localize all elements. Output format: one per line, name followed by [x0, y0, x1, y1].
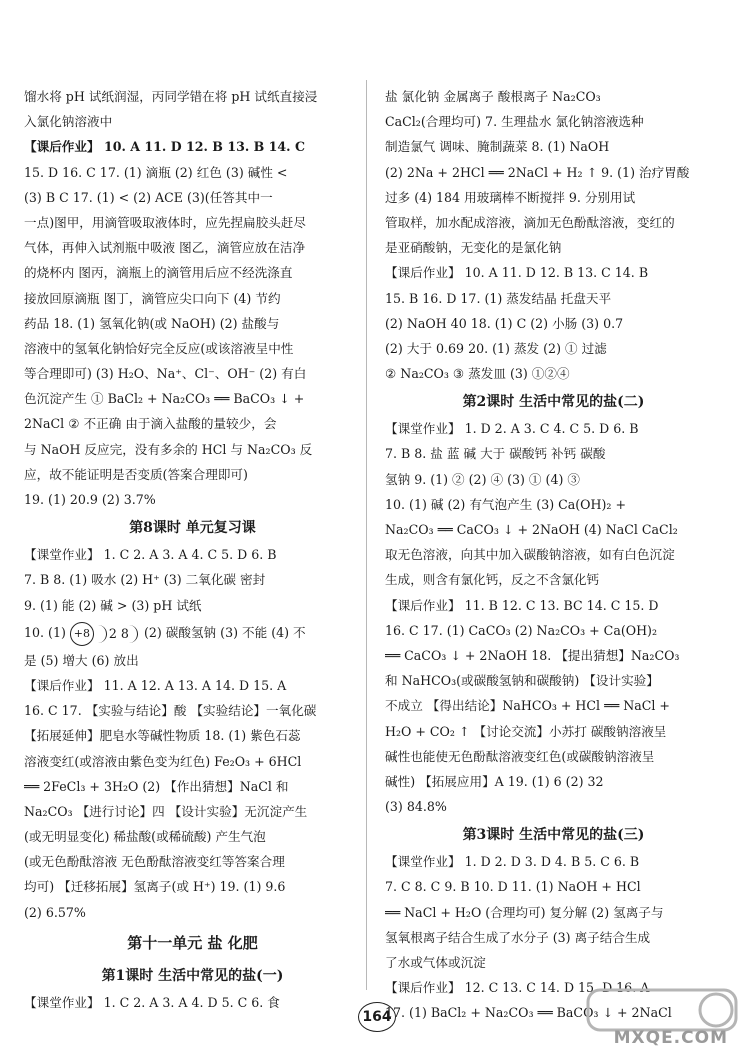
- text-line: 【课堂作业】 1. C 2. A 3. A 4. D 5. C 6. 食: [24, 994, 280, 1010]
- text-line: 盐 氯化钠 金属离子 酸根离子 Na₂CO₃: [385, 89, 601, 104]
- text-line: 【课后作业】 11. A 12. A 13. A 14. D 15. A: [24, 677, 287, 693]
- text-line: 15. B 16. D 17. (1) 蒸发结晶 托盘天平: [385, 290, 612, 306]
- section-heading-lesson3: 第3课时 生活中常见的盐(三): [462, 827, 645, 844]
- text-line: 药品 18. (1) 氢氧化钠(或 NaOH) (2) 盐酸与: [24, 315, 280, 331]
- text-line: 生成，则含有氯化钙，反之不含氯化钙: [385, 572, 600, 588]
- text-line: ══ CaCO₃ ↓ + 2NaOH 18. 【提出猜想】Na₂CO₃: [385, 647, 680, 663]
- nucleus-circle: +8: [70, 622, 94, 646]
- text-line: (2) 6.57%: [24, 904, 86, 920]
- text-line: 【拓展延伸】肥皂水等碱性物质 18. (1) 紫色石蕊: [24, 728, 301, 744]
- section-heading-lesson8: 第8课时 单元复习课: [129, 520, 256, 537]
- text-line: 7. B 8. (1) 吸水 (2) H⁺ (3) 二氧化碳 密封: [24, 572, 266, 588]
- text-line: 【课后作业】 12. C 13. C 14. D 15. D 16. A: [385, 980, 650, 996]
- text-line: 19. (1) 20.9 (2) 3.7%: [24, 492, 156, 507]
- section-heading-lesson2: 第2课时 生活中常见的盐(二): [462, 394, 645, 411]
- text-line: 氢氧根离子结合生成了水分子 (3) 离子结合生成: [385, 929, 651, 945]
- text-line: 7. C 8. C 9. B 10. D 11. (1) NaOH + HCl: [385, 879, 641, 895]
- text-line: 7. B 8. 盐 蓝 碱 大于 碳酸钙 补钙 碳酸: [385, 446, 606, 462]
- text-line: (或无明显变化) 稀盐酸(或稀硫酸) 产生气泡: [24, 829, 266, 845]
- text-line: 应，故不能证明是否变质(答案合理即可): [24, 466, 248, 482]
- watermark-url: MXQE.COM: [613, 1028, 728, 1048]
- text-line: (或无色酚酞溶液 无色酚酞溶液变红等答案合理: [24, 854, 285, 870]
- text-line: (2) 大于 0.69 20. (1) 蒸发 (2) ① 过滤: [385, 340, 607, 356]
- text-line: H₂O + CO₂ ↑ 【讨论交流】小苏打 碳酸钠溶液呈: [385, 723, 667, 739]
- text-line: 一点)图甲，用滴管吸取液体时，应先捏扁胶头赶尽: [24, 214, 306, 230]
- text-line: 馏水将 pH 试纸润湿，丙同学错在将 pH 试纸直接浸: [24, 89, 318, 104]
- page-number: 164: [358, 1002, 396, 1032]
- text-line: 碱性) 【拓展应用】A 19. (1) 6 (2) 32: [385, 773, 604, 789]
- text-line: 碱性也能使无色酚酞溶液变红色(或碳酸钠溶液呈: [385, 748, 655, 764]
- atom-diagram: [70, 621, 140, 646]
- text-line: (2) 2Na + 2HCl ══ 2NaCl + H₂ ↑ 9. (1) 治疗胃酸: [385, 164, 690, 180]
- shell-arc: [129, 625, 138, 643]
- text-line: 了水或气体或沉淀: [385, 955, 486, 970]
- text-line: 取无色溶液，向其中加入碳酸钠溶液，如有白色沉淀: [385, 547, 675, 563]
- text-line: (2) NaOH 40 18. (1) C (2) 小肠 (3) 0.7: [385, 315, 624, 331]
- text-line: 氢钠 9. (1) ② (2) ④ (3) ① (4) ③: [385, 471, 580, 487]
- text-line: 与 NaOH 反应完，没有多余的 HCl 与 Na₂CO₃ 反: [24, 441, 313, 457]
- text-line: (3) B C 17. (1) < (2) ACE (3)(任答其中一: [24, 189, 273, 205]
- text-line: 是亚硝酸钠，无变化的是氯化钠: [385, 240, 562, 256]
- text-line: 入氯化钠溶液中: [24, 114, 113, 130]
- section-heading-lesson1: 第1课时 生活中常见的盐(一): [101, 967, 284, 984]
- text-line: 10. (1) 碱 (2) 有气泡产生 (3) Ca(OH)₂ +: [385, 496, 627, 512]
- text-line: 制造氯气 调味、腌制蔬菜 8. (1) NaOH: [385, 139, 610, 155]
- right-column: [385, 84, 722, 1026]
- text-line: 17. (1) BaCl₂ + Na₂CO₃ ══ BaCO₃ ↓ + 2NaCl: [385, 1005, 672, 1021]
- text-line: 15. D 16. C 17. (1) 滴瓶 (2) 红色 (3) 碱性 <: [24, 164, 288, 180]
- text-line: ══ NaCl + H₂O (合理均可) 复分解 (2) 氢离子与: [385, 904, 664, 920]
- text-line: 不成立 【得出结论】NaHCO₃ + HCl ══ NaCl +: [385, 698, 670, 714]
- column-divider: [366, 80, 367, 990]
- text-line: 【课堂作业】 1. D 2. A 3. C 4. C 5. D 6. B: [385, 421, 639, 437]
- text-line: 【课堂作业】 1. C 2. A 3. A 4. C 5. D 6. B: [24, 547, 277, 563]
- text-line: 【课后作业】 10. A 11. D 12. B 13. B 14. C: [24, 139, 305, 155]
- text-line: 溶液变红(或溶液由紫色变为红色) Fe₂O₃ + 6HCl: [24, 753, 302, 769]
- text-line: 【课后作业】 10. A 11. D 12. B 13. C 14. B: [385, 265, 649, 281]
- text-line: 气体，再伸入试剂瓶中吸液 图乙，滴管应放在洁净: [24, 240, 306, 256]
- unit-heading: 第十一单元 盐 化肥: [127, 933, 258, 952]
- answer-text: (2) 碳酸氢钠 (3) 不能 (4) 不: [143, 624, 306, 640]
- text-line: 16. C 17. 【实验与结论】酸 【实验结论】一氧化碳: [24, 703, 317, 719]
- text-line: 等合理即可) (3) H₂O、Na⁺、Cl⁻、OH⁻ (2) 有白: [24, 366, 307, 382]
- text-line: 【课后作业】 11. B 12. C 13. BC 14. C 15. D: [385, 597, 659, 613]
- watermark-logo: [582, 984, 742, 1058]
- text-line: 【课堂作业】 1. D 2. D 3. D 4. B 5. C 6. B: [385, 854, 640, 870]
- text-line: 9. (1) 能 (2) 碱 > (3) pH 试纸: [24, 597, 202, 613]
- text-line: 2NaCl ② 不正确 由于滴入盐酸的量较少，会: [24, 416, 277, 432]
- text-line: 16. C 17. (1) CaCO₃ (2) Na₂CO₃ + Ca(OH)₂: [385, 622, 658, 638]
- text-line: 色沉淀产生 ① BaCl₂ + Na₂CO₃ ══ BaCO₃ ↓ +: [24, 391, 305, 407]
- text-line: ══ 2FeCl₃ + 3H₂O (2) 【作出猜想】NaCl 和: [24, 778, 289, 794]
- text-line: 过多 (4) 184 用玻璃棒不断搅拌 9. 分别用试: [385, 189, 636, 205]
- atom-structure-line: [24, 618, 361, 648]
- shell-arc: [98, 625, 107, 643]
- text-line: (3) 84.8%: [385, 799, 447, 815]
- question-number: 10. (1): [24, 624, 66, 640]
- text-line: 均可) 【迁移拓展】氢离子(或 H⁺) 19. (1) 9.6: [24, 879, 286, 895]
- text-line: 的烧杯内 图丙，滴瓶上的滴管用后应不经洗涤直: [24, 265, 293, 281]
- text-line: Na₂CO₃ ══ CaCO₃ ↓ + 2NaOH (4) NaCl CaCl₂: [385, 522, 678, 537]
- text-line: ② Na₂CO₃ ③ 蒸发皿 (3) ①②④: [385, 366, 570, 382]
- text-line: Na₂CO₃ 【进行讨论】四 【设计实验】无沉淀产生: [24, 803, 308, 819]
- text-line: 是 (5) 增大 (6) 放出: [24, 652, 139, 668]
- text-line: 溶液中的氢氧化钠恰好完全反应(或该溶液呈中性: [24, 340, 294, 356]
- text-line: 接放回原滴瓶 图丁，滴管应尖口向下 (4) 节约: [24, 290, 281, 306]
- text-line: 和 NaHCO₃(或碳酸氢钠和碳酸钠) 【设计实验】: [385, 673, 659, 689]
- shell-electrons: 2 8: [108, 625, 129, 641]
- left-column: [24, 84, 361, 1015]
- text-line: 管取样，加水配成溶液，滴加无色酚酞溶液，变红的: [385, 214, 675, 230]
- text-line: CaCl₂(合理均可) 7. 生理盐水 氯化钠溶液选种: [385, 114, 644, 130]
